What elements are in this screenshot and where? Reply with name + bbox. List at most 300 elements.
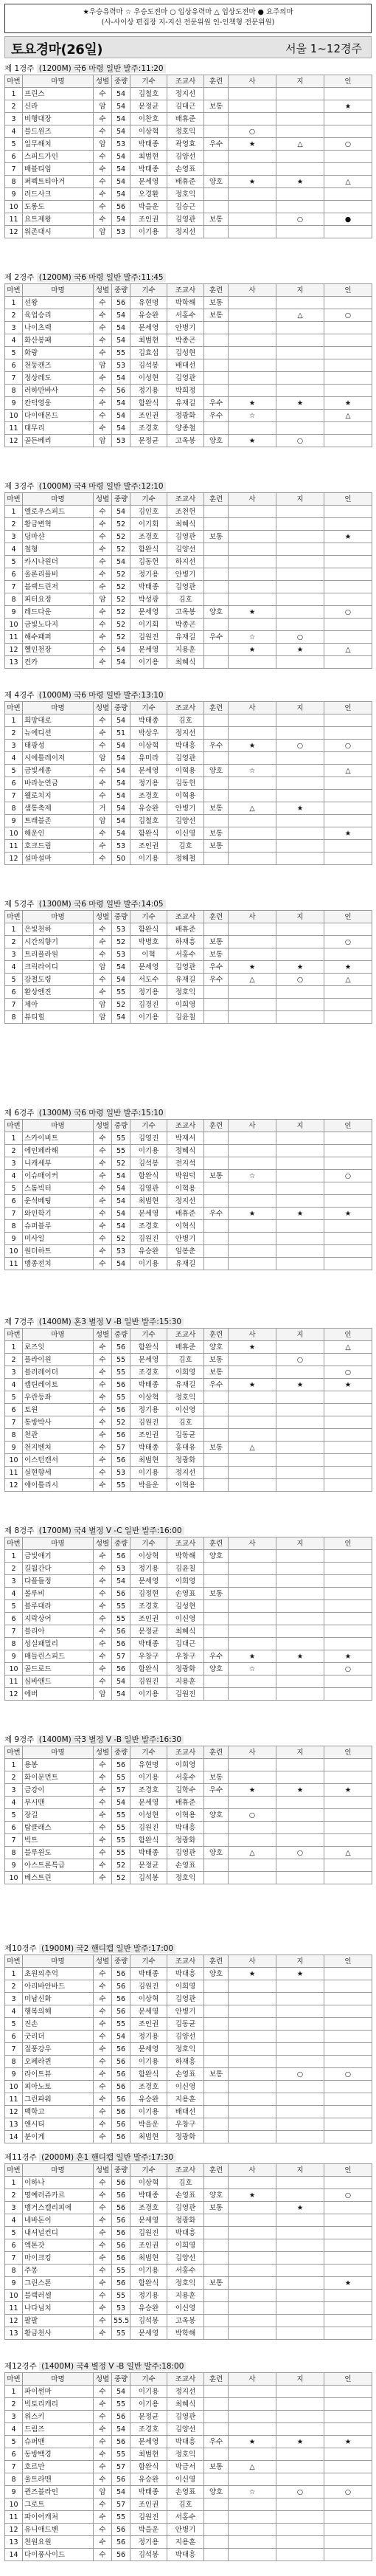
- training: [204, 1416, 229, 1429]
- horse-number: 12: [5, 226, 23, 238]
- weight: 57: [112, 1442, 130, 1454]
- weight: 55: [112, 2265, 130, 2277]
- horse-number: 4: [5, 543, 23, 556]
- horse-name: 맹종전치: [23, 1258, 94, 1270]
- pick-expert-ji: [276, 2386, 324, 2398]
- sex: 수: [94, 2473, 112, 2486]
- pick-expert-in: [324, 1195, 372, 1208]
- horse-number: 4: [5, 1170, 23, 1182]
- trainer: 김호: [167, 2498, 204, 2511]
- table-row: [5, 1688, 372, 1701]
- race-entries-table: [4, 1537, 372, 1701]
- training: 보통: [204, 309, 229, 322]
- column-header-sex: 성별: [94, 1746, 112, 1759]
- pick-editor: [229, 2536, 276, 2549]
- page-subtitle: 서울 1~12경주: [285, 42, 362, 55]
- horse-name: 지락상어: [23, 1613, 94, 1625]
- trainer: 유재길: [167, 974, 204, 986]
- trainer: 지용훈: [167, 2536, 204, 2549]
- pick-editor: [229, 714, 276, 727]
- sex: 수: [94, 740, 112, 752]
- column-header-training: 훈련: [204, 1537, 229, 1550]
- trainer: 최혜식: [167, 518, 204, 531]
- table-row: [5, 1797, 372, 1809]
- horse-name: 에인페라해: [23, 1145, 94, 1157]
- trainer: 박희정: [167, 385, 204, 397]
- trainer: 배대선: [167, 2106, 204, 2118]
- pick-expert-ji: [276, 2411, 324, 2423]
- table-header-row: [5, 1120, 372, 1132]
- jockey: 이찬호: [130, 113, 167, 125]
- pick-expert-in: [324, 2043, 372, 2056]
- weight: 54: [112, 961, 130, 974]
- pick-expert-ji: [276, 2018, 324, 2031]
- column-header-sex: 성별: [94, 75, 112, 88]
- column-header-pick-expert-ji: 지: [276, 1120, 324, 1132]
- jockey: 함완식: [130, 827, 167, 840]
- training: 우수: [204, 410, 229, 422]
- pick-editor: [229, 113, 276, 125]
- trainer: 우창구: [167, 1650, 204, 1663]
- training: 양호: [204, 1847, 229, 1859]
- jockey: 최범현: [130, 1454, 167, 1467]
- pick-expert-in: [324, 777, 372, 790]
- trainer: 지용훈: [167, 2093, 204, 2106]
- race-section: [4, 1943, 372, 2152]
- column-header-trainer: 조교사: [167, 2164, 204, 2177]
- training: [204, 644, 229, 656]
- trainer: 안병기: [167, 322, 204, 334]
- column-header-jockey: 기수: [130, 1537, 167, 1550]
- table-row: [5, 543, 372, 556]
- column-header-jockey: 기수: [130, 2373, 167, 2386]
- sex: 수: [94, 410, 112, 422]
- trainer: 유재길: [167, 397, 204, 410]
- pick-expert-ji: [276, 2448, 324, 2461]
- pick-editor: [229, 1258, 276, 1270]
- race-section: [4, 2152, 372, 2360]
- pick-expert-ji: [276, 2277, 324, 2290]
- jockey: 유승완: [130, 802, 167, 815]
- pick-editor: [229, 1563, 276, 1575]
- trainer: 하재흥: [167, 2056, 204, 2068]
- pick-expert-in: [324, 986, 372, 999]
- jockey: 박태종: [130, 2486, 167, 2498]
- horse-name: 그로트: [23, 2498, 94, 2511]
- column-header-trainer: 조교사: [167, 493, 204, 506]
- weight: 55: [112, 986, 130, 999]
- pick-expert-in: [324, 1454, 372, 1467]
- weight: 54: [112, 656, 130, 669]
- pick-editor: [229, 2031, 276, 2043]
- table-row: [5, 1625, 372, 1638]
- training: 보통: [204, 2277, 229, 2290]
- jockey: 최범현: [130, 2131, 167, 2143]
- table-row: [5, 125, 372, 138]
- sex: 수: [94, 606, 112, 619]
- trainer: 정광화: [167, 2131, 204, 2143]
- horse-name: 애이틀리시: [23, 1479, 94, 1492]
- table-row: [5, 1759, 372, 1771]
- sex: 수: [94, 2265, 112, 2277]
- sex: 수: [94, 518, 112, 531]
- table-row: [5, 2302, 372, 2315]
- race-conditions: (1200M) 국6 마령 일반 발주:11:45: [37, 273, 166, 282]
- table-row: [5, 802, 372, 815]
- table-row: [5, 1208, 372, 1220]
- column-header-weight: 중량: [112, 2164, 130, 2177]
- sex: 수: [94, 201, 112, 213]
- horse-number: 5: [5, 1809, 23, 1822]
- column-header-horse-number: 마번: [5, 75, 23, 88]
- trainer: 정지선: [167, 1195, 204, 1208]
- pick-expert-ji: [276, 815, 324, 827]
- trainer: 김학수: [167, 1784, 204, 1797]
- trainer: 최혜식: [167, 1625, 204, 1638]
- pick-editor: [229, 1404, 276, 1416]
- column-header-horse-number: 마번: [5, 2164, 23, 2177]
- jockey: 이기용: [130, 656, 167, 669]
- horse-name: 용봉: [23, 1759, 94, 1771]
- jockey: 문정균: [130, 1859, 167, 1872]
- pick-expert-ji: [276, 827, 324, 840]
- pick-expert-in: [324, 2118, 372, 2131]
- training: [204, 2448, 229, 2461]
- sex: 암: [94, 961, 112, 974]
- table-row: [5, 568, 372, 581]
- jockey: 조인권: [130, 2498, 167, 2511]
- race-header: [4, 1525, 372, 1537]
- weight: 54: [112, 644, 130, 656]
- training: [204, 2093, 229, 2106]
- horse-name: 블랙드린저: [23, 581, 94, 593]
- jockey: 김원진: [130, 1416, 167, 1429]
- race-header: [4, 63, 372, 75]
- horse-name: 황금변혁: [23, 518, 94, 531]
- horse-name: 그린스폰: [23, 2277, 94, 2290]
- sex: 수: [94, 1638, 112, 1650]
- table-row: [5, 1354, 372, 1366]
- pick-expert-in: [324, 727, 372, 740]
- trainer: 안병기: [167, 802, 204, 815]
- horse-number: 8: [5, 1220, 23, 1233]
- horse-number: 9: [5, 2068, 23, 2081]
- trainer: 유재길: [167, 1379, 204, 1391]
- table-row: [5, 2290, 372, 2302]
- race-header: [4, 898, 372, 910]
- sex: 수: [94, 1759, 112, 1771]
- horse-name: 시간의향기: [23, 936, 94, 948]
- jockey: 유미라: [130, 752, 167, 765]
- weight: 56: [112, 1625, 130, 1638]
- training: 보통: [204, 802, 229, 815]
- column-header-pick-editor: 사: [229, 1746, 276, 1759]
- table-row: [5, 2018, 372, 2031]
- horse-name: 마이크킹: [23, 2252, 94, 2265]
- sex: 수: [94, 1822, 112, 1834]
- pick-expert-ji: [276, 1600, 324, 1613]
- pick-expert-in: [324, 2031, 372, 2043]
- sex: 수: [94, 1550, 112, 1563]
- pick-expert-in: [324, 88, 372, 100]
- race-section: [4, 1107, 372, 1316]
- jockey: 문세영: [130, 765, 167, 777]
- pick-expert-in: [324, 2214, 372, 2227]
- training: 보통: [204, 1588, 229, 1600]
- training: [204, 619, 229, 631]
- trainer: 김영관: [167, 961, 204, 974]
- column-header-jockey: 기수: [130, 493, 167, 506]
- weight: 54: [112, 765, 130, 777]
- training: [204, 581, 229, 593]
- training: [204, 226, 229, 238]
- training: [204, 125, 229, 138]
- sex: 수: [94, 1404, 112, 1416]
- trainer: 김성현: [167, 347, 204, 359]
- weight: 56: [112, 1429, 130, 1442]
- trainer: 김호: [167, 2177, 204, 2189]
- pick-editor: [229, 1575, 276, 1588]
- sex: 암: [94, 138, 112, 151]
- trainer: 안병기: [167, 2005, 204, 2018]
- pick-expert-in: [324, 840, 372, 853]
- column-header-jockey: 기수: [130, 1746, 167, 1759]
- pick-expert-ji: [276, 2227, 324, 2239]
- pick-editor: [229, 359, 276, 372]
- weight: 56: [112, 2056, 130, 2068]
- jockey: 김원진: [130, 2227, 167, 2239]
- pick-expert-in: [324, 2106, 372, 2118]
- training: [204, 506, 229, 518]
- pick-expert-in: [324, 1220, 372, 1233]
- jockey: 김영관: [130, 1182, 167, 1195]
- horse-name: 러하만바사: [23, 385, 94, 397]
- pick-expert-ji: [276, 1195, 324, 1208]
- sex: 수: [94, 1834, 112, 1847]
- sex: 수: [94, 1797, 112, 1809]
- horse-number: 8: [5, 1847, 23, 1859]
- sex: 수: [94, 176, 112, 188]
- table-row: [5, 506, 372, 518]
- table-row: [5, 322, 372, 334]
- jockey: 정기용: [130, 568, 167, 581]
- pick-expert-ji: [276, 2239, 324, 2252]
- table-row: [5, 2486, 372, 2498]
- pick-expert-in: [324, 1182, 372, 1195]
- weight: 52: [112, 1859, 130, 1872]
- pick-editor: ★: [229, 644, 276, 656]
- sex: 수: [94, 397, 112, 410]
- column-header-training: 훈련: [204, 2373, 229, 2386]
- table-row: [5, 1170, 372, 1182]
- horse-name: 시에틀레이저: [23, 752, 94, 765]
- sex: 수: [94, 334, 112, 347]
- pick-editor: △: [229, 1847, 276, 1859]
- sex: 수: [94, 2202, 112, 2214]
- trainer: 김승근: [167, 201, 204, 213]
- table-row: [5, 765, 372, 777]
- pick-expert-ji: [276, 2056, 324, 2068]
- table-row: [5, 1550, 372, 1563]
- pick-expert-ji: [276, 1011, 324, 1024]
- trainer: 고옥봉: [167, 435, 204, 447]
- jockey: 문세영: [130, 1354, 167, 1366]
- weight: 56: [112, 2214, 130, 2227]
- jockey: 유현명: [130, 1759, 167, 1771]
- trainer: 김대근: [167, 1638, 204, 1650]
- horse-number: 9: [5, 606, 23, 619]
- sex: 수: [94, 1859, 112, 1872]
- jockey: 조인권: [130, 1613, 167, 1625]
- pick-expert-ji: [276, 506, 324, 518]
- pick-editor: [229, 1834, 276, 1847]
- table-row: [5, 1563, 372, 1575]
- weight: 52: [112, 999, 130, 1011]
- jockey: 함완식: [130, 2277, 167, 2290]
- table-row: [5, 1600, 372, 1613]
- sex: 수: [94, 2177, 112, 2189]
- sex: 수: [94, 297, 112, 309]
- jockey: 함완식: [130, 1170, 167, 1182]
- pick-expert-ji: [276, 656, 324, 669]
- pick-editor: [229, 2498, 276, 2511]
- sex: 수: [94, 1220, 112, 1233]
- horse-name: 호르만: [23, 2461, 94, 2473]
- pick-expert-in: ○: [324, 1663, 372, 1676]
- pick-expert-ji: ★: [276, 1784, 324, 1797]
- trainer: 정지선: [167, 727, 204, 740]
- sex: 수: [94, 309, 112, 322]
- column-header-pick-expert-in: 인: [324, 1955, 372, 1968]
- pick-editor: [229, 518, 276, 531]
- pick-expert-ji: ★: [276, 1650, 324, 1663]
- horse-number: 3: [5, 531, 23, 543]
- trainer: 곽영효: [167, 138, 204, 151]
- jockey: 정기용: [130, 1563, 167, 1575]
- pick-expert-in: [324, 802, 372, 815]
- sex: 수: [94, 1663, 112, 1676]
- column-header-sex: 성별: [94, 493, 112, 506]
- pick-expert-in: [324, 1688, 372, 1701]
- training: [204, 2118, 229, 2131]
- horse-number: 4: [5, 2005, 23, 2018]
- column-header-horse-name: 마명: [23, 1120, 94, 1132]
- horse-name: 천관: [23, 1429, 94, 1442]
- trainer: 고옥봉: [167, 606, 204, 619]
- training: [204, 1233, 229, 1245]
- training: 보통: [204, 531, 229, 543]
- jockey: 박태종: [130, 138, 167, 151]
- table-row: [5, 410, 372, 422]
- training: [204, 2473, 229, 2486]
- pick-expert-in: [324, 1429, 372, 1442]
- pick-expert-in: [324, 2227, 372, 2239]
- sex: 수: [94, 853, 112, 865]
- horse-number: 9: [5, 397, 23, 410]
- horse-name: 퍼펙트티아거: [23, 176, 94, 188]
- pick-editor: [229, 531, 276, 543]
- pick-editor: [229, 656, 276, 669]
- table-row: [5, 176, 372, 188]
- jockey: 조인권: [130, 840, 167, 853]
- weight: 54: [112, 125, 130, 138]
- pick-editor: [229, 2106, 276, 2118]
- trainer: 김양선: [167, 151, 204, 163]
- pick-expert-ji: [276, 948, 324, 961]
- jockey: 함완식: [130, 2461, 167, 2473]
- training: [204, 1157, 229, 1170]
- table-header-row: [5, 75, 372, 88]
- jockey: 오경환: [130, 188, 167, 201]
- horse-number: 1: [5, 88, 23, 100]
- horse-name: 피아노토: [23, 2081, 94, 2093]
- horse-name: 명예러쥬카르: [23, 2189, 94, 2202]
- table-row: [5, 2265, 372, 2277]
- sex: 수: [94, 2118, 112, 2131]
- column-header-pick-editor: 사: [229, 702, 276, 714]
- pick-expert-ji: ○: [276, 740, 324, 752]
- pick-expert-ji: [276, 1479, 324, 1492]
- pick-expert-in: [324, 385, 372, 397]
- horse-name: 로즈잇: [23, 1341, 94, 1354]
- table-header-row: [5, 284, 372, 297]
- training: [204, 853, 229, 865]
- pick-expert-ji: [276, 1467, 324, 1479]
- trainer: 배휴준: [167, 113, 204, 125]
- horse-name: 선왕: [23, 297, 94, 309]
- trainer: 이희영: [167, 1366, 204, 1379]
- table-row: [5, 1663, 372, 1676]
- column-header-sex: 성별: [94, 284, 112, 297]
- pick-editor: [229, 1771, 276, 1784]
- pick-expert-ji: [276, 1980, 324, 1993]
- pick-editor: [229, 1132, 276, 1145]
- horse-name: 초원의추억: [23, 1968, 94, 1980]
- pick-expert-in: [324, 2056, 372, 2068]
- horse-name: 샘통축제: [23, 802, 94, 815]
- sex: 수: [94, 1379, 112, 1391]
- table-row: [5, 2252, 372, 2265]
- column-header-trainer: 조교사: [167, 1120, 204, 1132]
- pick-editor: [229, 840, 276, 853]
- horse-number: 8: [5, 2265, 23, 2277]
- trainer: 김대근: [167, 100, 204, 113]
- race-number: 제 6경주: [4, 1109, 35, 1117]
- pick-editor: [229, 727, 276, 740]
- weight: 52: [112, 1416, 130, 1429]
- trainer: 전지석: [167, 1157, 204, 1170]
- weight: 53: [112, 138, 130, 151]
- sex: 수: [94, 1625, 112, 1638]
- trainer: 하지선: [167, 556, 204, 568]
- training: 양호: [204, 1341, 229, 1354]
- horse-number: 4: [5, 125, 23, 138]
- table-row: [5, 2549, 372, 2561]
- sex: 수: [94, 2227, 112, 2239]
- trainer: 김영관: [167, 372, 204, 385]
- trainer: 조천헌: [167, 506, 204, 518]
- race-section: [4, 481, 372, 689]
- trainer: 이혁용: [167, 1182, 204, 1195]
- pick-editor: [229, 948, 276, 961]
- horse-name: 컨카: [23, 656, 94, 669]
- weight: 56: [112, 2524, 130, 2536]
- sex: 암: [94, 100, 112, 113]
- table-row: [5, 815, 372, 827]
- pick-expert-in: [324, 853, 372, 865]
- jockey: 조인권: [130, 410, 167, 422]
- jockey: 김정현: [130, 1588, 167, 1600]
